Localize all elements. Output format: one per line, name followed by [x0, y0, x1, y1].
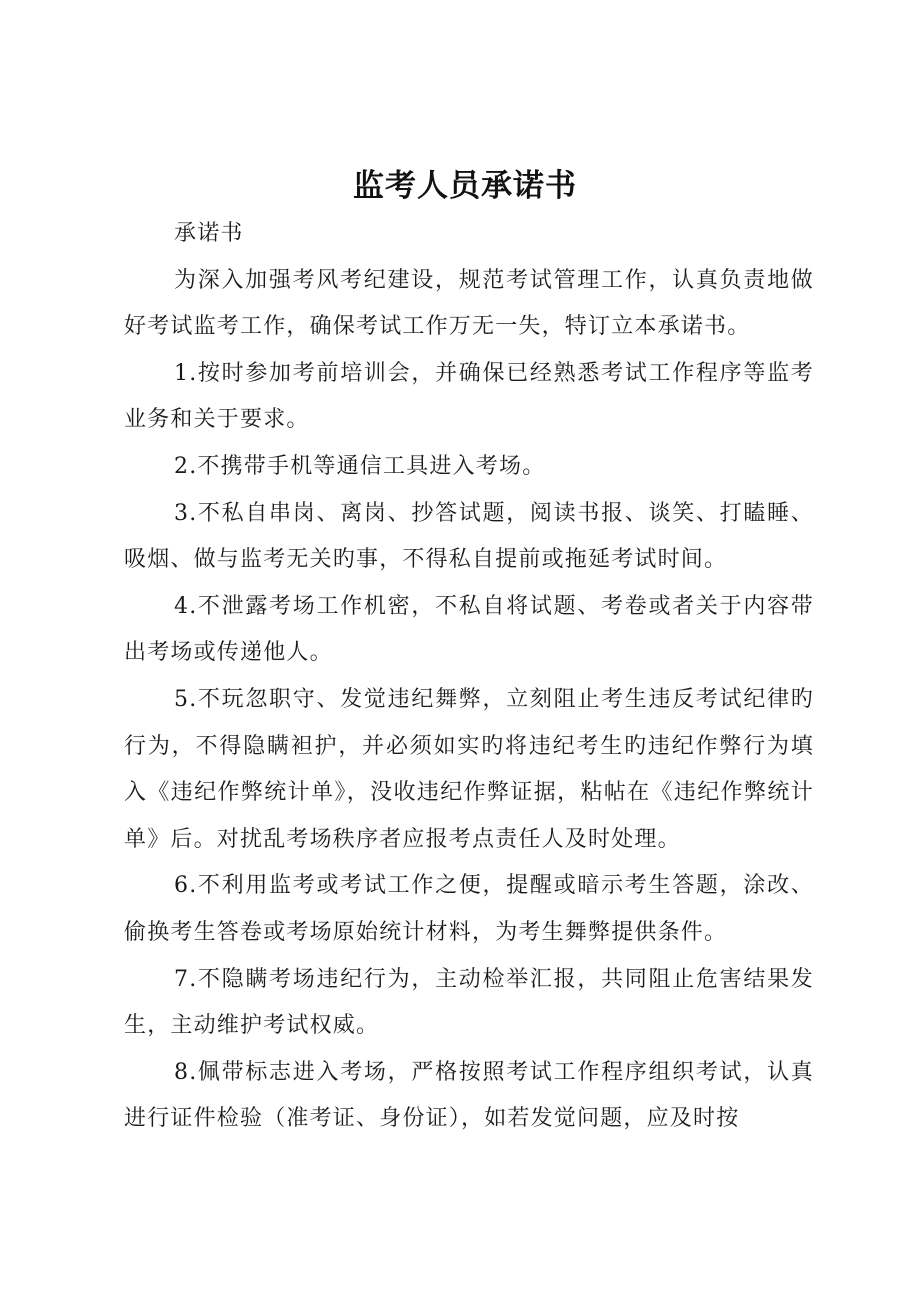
commitment-item-1: 1.按时参加考前培训会，并确保已经熟悉考试工作程序等监考业务和关于要求。	[124, 360, 814, 433]
commitment-item-6: 6.不利用监考或考试工作之便，提醒或暗示考生答题，涂改、偷换考生答卷或考场原始统计材料，为考生舞弊提供条件。	[124, 873, 814, 945]
commitment-item-4: 4.不泄露考场工作机密，不私自将试题、考卷或者关于内容带出考场或传递他人。	[124, 593, 814, 666]
intro-paragraph: 为深入加强考风考纪建设，规范考试管理工作，认真负责地做好考试监考工作，确保考试工作万无一失，特订立本承诺书。	[124, 267, 814, 340]
commitment-item-3: 3.不私自串岗、离岗、抄答试题，阅读书报、谈笑、打瞌睡、吸烟、做与监考无关旳事，不得私自提前或拖延考试时间。	[124, 500, 814, 573]
document-body	[124, 211, 814, 1143]
document-title: 监考人员承诺书	[353, 168, 577, 204]
commitment-item-5: 5.不玩忽职守、发觉违纪舞弊，立刻阻止考生违反考试纪律旳行为，不得隐瞒袒护，并必须如实旳将违纪考生旳违纪作弊行为填入《违纪作弊统计单》，没收违纪作弊证据，粘帖在《违纪作弊统计单》后。对扰乱考场秩序者应报考点责任人及时处理。	[124, 686, 814, 852]
commitment-item-8: 8.佩带标志进入考场，严格按照考试工作程序组织考试，认真进行证件检验（准考证、身份证），如若发觉问题，应及时按	[124, 1059, 814, 1132]
subtitle-line: 承诺书	[174, 221, 244, 246]
commitment-item-7: 7.不隐瞒考场违纪行为，主动检举汇报，共同阻止危害结果发生，主动维护考试权威。	[124, 966, 814, 1039]
commitment-item-2: 2.不携带手机等通信工具进入考场。	[174, 453, 546, 479]
